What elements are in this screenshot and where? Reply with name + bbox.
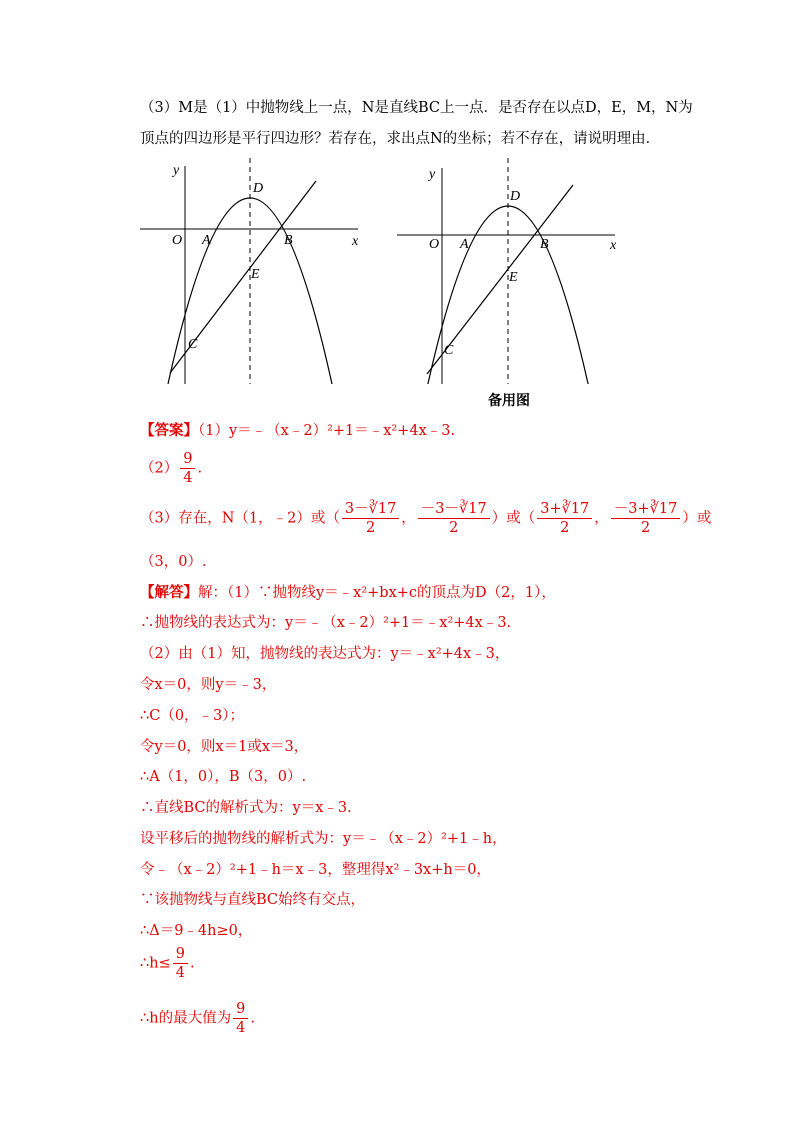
solution-line-9: 设平移后的抛物线的解析式为：y＝﹣（x﹣2）²+1﹣h， bbox=[140, 831, 507, 847]
answer-part-3: （3）存在，N（1，﹣2）或（ $\frac{3-∛17}{2}$ ， $\frac{-3-∛17}{2}$ ）或（ $\frac{3+∛17}{2}$ ， $\frac{-3+∛17}{2}$ ）或 bbox=[140, 501, 712, 536]
label-c: C bbox=[188, 337, 198, 352]
figure-backup-caption: 备用图 bbox=[488, 393, 530, 409]
solution-line-11: ∵该抛物线与直线BC始终有交点， bbox=[140, 892, 366, 908]
answer-part-2: （2） $\frac{9}{4}$ . bbox=[140, 451, 203, 486]
figure-backup bbox=[397, 158, 629, 384]
answer-part-2-prefix: （2） bbox=[140, 460, 179, 477]
label-e: E bbox=[251, 267, 260, 282]
solution-line-14: ∴h的最大值为 $\frac{9}{4}$ . bbox=[140, 1001, 255, 1036]
label-o: O bbox=[429, 237, 440, 252]
label-e: E bbox=[509, 270, 518, 285]
answer-part-3-prefix: （3）存在，N（1，﹣2）或（ bbox=[140, 510, 340, 527]
label-c: C bbox=[444, 343, 454, 358]
solution-tag: 【解答】 bbox=[140, 584, 198, 601]
answer-part-3-last: （3，0）. bbox=[140, 554, 207, 570]
label-b: B bbox=[540, 237, 549, 252]
fraction-9-4-b: $\frac{9}{4}$ bbox=[173, 945, 188, 982]
solution-line-6: 令y＝0，则x＝1或x＝3， bbox=[140, 739, 309, 755]
figure-backup-svg bbox=[397, 158, 629, 384]
fraction-1: $\frac{3-∛17}{2}$ bbox=[342, 500, 399, 537]
fraction-4: $\frac{-3+∛17}{2}$ bbox=[611, 500, 681, 537]
figure-main bbox=[140, 158, 372, 384]
question-line-1: （3）M是（1）中抛物线上一点，N是直线BC上一点．是否存在以点D，E，M，N为 bbox=[140, 100, 693, 116]
answer-part-1-text: （1）y＝﹣（x﹣2）²+1＝﹣x²+4x﹣3. bbox=[198, 423, 456, 439]
solution-line-13: ∴h≤ $\frac{9}{4}$ . bbox=[140, 946, 195, 981]
solution-line-4: 令x＝0，则y＝﹣3， bbox=[140, 677, 277, 693]
fraction-9-4: $\frac{9}{4}$ bbox=[180, 450, 195, 487]
solution-line-10: 令﹣（x﹣2）²+1﹣h＝x﹣3，整理得x²﹣3x+h＝0， bbox=[140, 862, 491, 878]
solution-line-12: ∴Δ＝9﹣4h≥0， bbox=[140, 923, 253, 939]
question-line-2: 顶点的四边形是平行四边形？若存在，求出点N的坐标；若不存在，请说明理由． bbox=[140, 131, 661, 147]
solution-l1: 解：（1）∵抛物线y＝﹣x²+bx+c的顶点为D（2，1）， bbox=[198, 585, 556, 601]
label-y: y bbox=[429, 167, 436, 182]
solution-line-1 bbox=[140, 583, 556, 603]
label-b: B bbox=[284, 233, 293, 248]
fraction-2: $\frac{-3-∛17}{2}$ bbox=[418, 500, 490, 537]
label-a: A bbox=[460, 237, 469, 252]
solution-line-8: ∴直线BC的解析式为：y＝x﹣3. bbox=[140, 800, 352, 816]
fraction-3: $\frac{3+∛17}{2}$ bbox=[537, 500, 592, 537]
answer-part-1 bbox=[140, 421, 455, 441]
label-y: y bbox=[173, 163, 180, 178]
answer-tag: 【答案】 bbox=[140, 422, 198, 439]
solution-line-2: ∴抛物线的表达式为：y＝﹣（x﹣2）²+1＝﹣x²+4x﹣3. bbox=[140, 615, 512, 631]
solution-line-7: ∴A（1，0），B（3，0）. bbox=[140, 769, 307, 785]
solution-line-5: ∴C（0，﹣3）； bbox=[140, 708, 245, 724]
label-x: x bbox=[352, 234, 359, 249]
fraction-9-4-c: $\frac{9}{4}$ bbox=[233, 1000, 248, 1037]
label-o: O bbox=[172, 233, 183, 248]
label-x: x bbox=[610, 238, 617, 253]
label-d: D bbox=[510, 189, 521, 204]
figure-main-svg bbox=[140, 158, 372, 384]
solution-line-3: （2）由（1）知，抛物线的表达式为：y＝﹣x²+4x﹣3， bbox=[140, 646, 510, 662]
label-d: D bbox=[253, 181, 264, 196]
label-a: A bbox=[202, 233, 211, 248]
